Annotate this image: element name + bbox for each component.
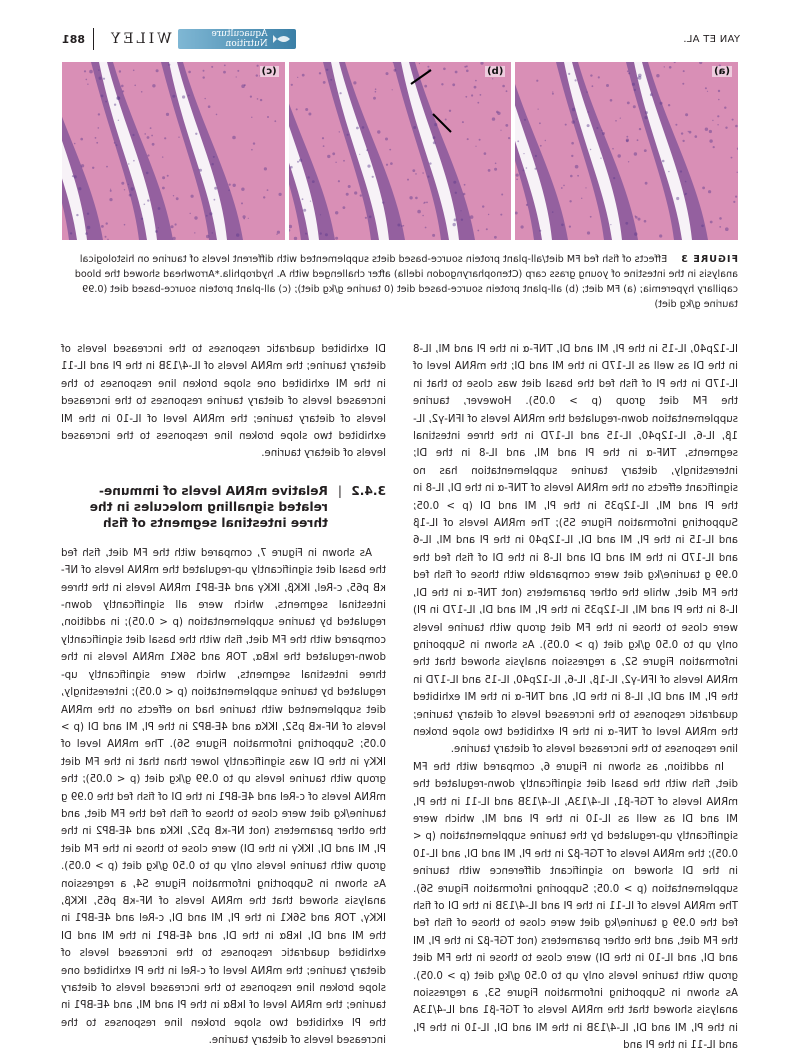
left-column — [413, 341, 738, 1055]
figure-panel-a — [515, 62, 738, 240]
fish-logo-icon — [272, 33, 292, 45]
header-divider — [93, 28, 94, 50]
panel-label: (a) — [714, 66, 730, 77]
figure-3 — [62, 62, 738, 240]
histology-micrograph — [515, 62, 738, 240]
body-paragraph: IL-12p40, IL-15 in the PI, MI and DI, TNF-α in the PI and MI, IL-8 in the DI as well as IL-17D in the MI and DI; the mRNA level of IL-17D in the PI of fish fed the basal diet was close to that in the FM diet group (p > 0.05). However, taurine supplementation down-regulated the mRNA levels of IFN-γ2, IL-1β, IL-6, IL-12p40, IL-15 and IL-17D in the three intestinal segments, TNF-α in the PI and MI, and IL-8 in the DI; interestingly, dietary taurine supplementation has no significant effects on the mRNA levels of TNF-α in the DI, IL-8 in the PI and MI, IL-12p35 in the PI, MI and DI (p > 0.05; Supporting information Figure S5); The mRNA levels of IL-1β and IL-15 in the PI, MI and DI, IL-12p40 in the PI and MI, IL-6 and IL-17D in the MI and DI and IL-8 in the DI of fish fed the 0.99 g taurine/kg diet were comparable with those of fish fed the FM diet, while the other parameters (not TNF-α in the DI, IL-8 in the PI and MI, IL-12p35 in the PI, MI and DI, IL-17D in PI) were close to those in the FM diet group with taurine levels only up to 0.50 g/kg diet (p > 0.05). As shown in Supporing information Figure S2, a regression analysis showed that the mRNA levels of IFN-γ2, IL-1β, IL-6, IL-12p40, IL-15 and IL-17D in the PI, MI and DI, IL-8 in the DI, and TNF-α in the MI exhibited quadratic responses to the increased levels of dietary taurine; the mRNA level of TNF-α in the PI exhibited two slope broken line responses to the increased levels of dietary taurine. — [413, 344, 738, 756]
figure-panel-c — [62, 62, 285, 240]
panel-label: (c) — [261, 66, 277, 77]
journal-badge — [178, 29, 296, 49]
right-column — [61, 341, 386, 1050]
caption-text: Effects of fish fed FM diet/all-plant protein source-based diets supplemented with different levels of taurine on histological analysis in the intestine of young grass carp (Ctenopharyngodon idella) after challenged with A. hydrophila.*Arrowhead showed the blood capillary hyperemia; (a) FM diet; (b) all-plant protein source-based diet (0 taurine g/kg diet); (c) all-plant protein source-based diet (0.99 taurine g/kg diet) — [74, 254, 738, 310]
body-paragraph: In addition, as shown in Figure 6, compared with the FM diet, fish with the basal diet significantly down-regulated the mRNA levels of TGF-β1, IL-4/13A, IL-4/13B and IL-11 in the PI, MI and DI as well as IL-10 in the PI and MI, which were significantly up-regulated by the taurine supplementation (p < 0.05); the mRNA levels of TGF-β2 in the PI, MI and DI, and IL-10 in the DI showed no significant difference with taurine supplementation (p > 0.05; Supporing information Figure S6). The mRNA levels of IL-11 in the PI and IL-4/13B in the DI of fish fed the 0.99 g taurine/kg diet were close to those of fish fed the FM diet, and the other parameters (not TGF-β2 in the PI, MI and DI, and IL-10 in the DI) were close to those in the FM diet group with taurine levels only up to 0.50 g/kg diet (p > 0.05). As shown in Supporting information Figure S3, a regression analysis showed that the mRNA levels of TGF-β1 and IL-4/13A in the PI, MI and DI, IL-4/13B in the MI and DI, IL-10 in the PI, and IL-11 in the PI and — [413, 761, 738, 1052]
section-heading — [61, 483, 386, 531]
body-paragraph: DI exhibited quadratic responses to the increased levels of dietary taurine; the mRNA levels of IL-4/13B in the PI and IL-11 in the MI exhibited one slope broken line responses to the increased levels of dietary taurine responses to the increased levels of dietary taurine; the mRNA level of IL-10 in the MI exhibited two slope broken line responses to the increased levels of dietary taurine. — [61, 344, 386, 460]
figure-caption — [62, 252, 738, 312]
journal-name: Aquaculture Nutrition — [211, 29, 268, 49]
panel-label: (b) — [487, 66, 504, 77]
section-title: Relative mRNA levels of immune-related signalling molecules in the three intestinal segments of fish — [89, 483, 328, 530]
page-number: 881 — [62, 32, 85, 46]
section-number: 3.4.2 — [351, 483, 386, 498]
figure-label: FIGURE 3 — [680, 254, 738, 265]
figure-panel-b — [289, 62, 512, 240]
page-header — [62, 28, 740, 50]
publisher-logo: WILEY — [107, 31, 172, 47]
section-separator: | — [337, 483, 342, 498]
body-paragraph: As shown in Figure 7, compared with the FM diet, fish fed the basal diet significantly up-regulated the mRNA levels of NF-κB p65, c-Rel, IKKβ, IKKγ and 4E-BP1 mRNA levels in the three intestinal segments, which were all significantly down-regulated by taurine supplementation (p < 0.05); in addition, compared with the FM diet, fish with the basal diet significantly down-regulated the IκBα, TOR and S6K1 mRNA levels in the three intestinal segments, which were significantly up-regulated by taurine supplementation (p < 0.05); interestingly, diet supplemented with taurine had no effects on the mRNA levels of NF-κB p52, IKKα and 4E-BP2 in the PI, MI and DI (p > 0.05; Supporting information Figure S6). The mRNA level of IKKγ in the DI was significantly lower than that in the FM diet group with taurine levels up to 0.99 g/kg diet (p < 0.05); the mRNA levels of c-Rel and 4E-BP1 in the DI of fish fed the 0.99 g taurine/kg diet were close to those of fish fed the FM diet, and the other parameters (not NF-κB p52, IKKα and 4E-BP2 in the PI, MI and DI, IKKγ in the DI) were close to those in the FM diet group with taurine levels only up to 0.50 g/kg diet (p > 0.05). As shown in Supporting information Figure S4, a regression analysis showed that the mRNA levels of NF-κB p65, IKKβ, IKKγ, TOR and S6K1 in the PI, MI and DI, c-Rel and 4E-BP1 in the MI and DI, IκBα in the DI, and 4E-BP1 in the MI and DI exhibited quadratic responses to the increased levels of dietary taurine; the mRNA level of c-Rel in the PI exhibited one slope broken line responses to the increased levels of dietary taurine; the mRNA level of IκBα in the PI and MI, and 4E-BP1 in the PI exhibited two slope broken line responses to the increased levels of dietary taurine. — [61, 547, 386, 1047]
histology-micrograph — [62, 62, 285, 240]
running-head: YAN ET AL. — [682, 34, 740, 45]
histology-micrograph — [289, 62, 512, 240]
header-branding — [62, 28, 296, 50]
